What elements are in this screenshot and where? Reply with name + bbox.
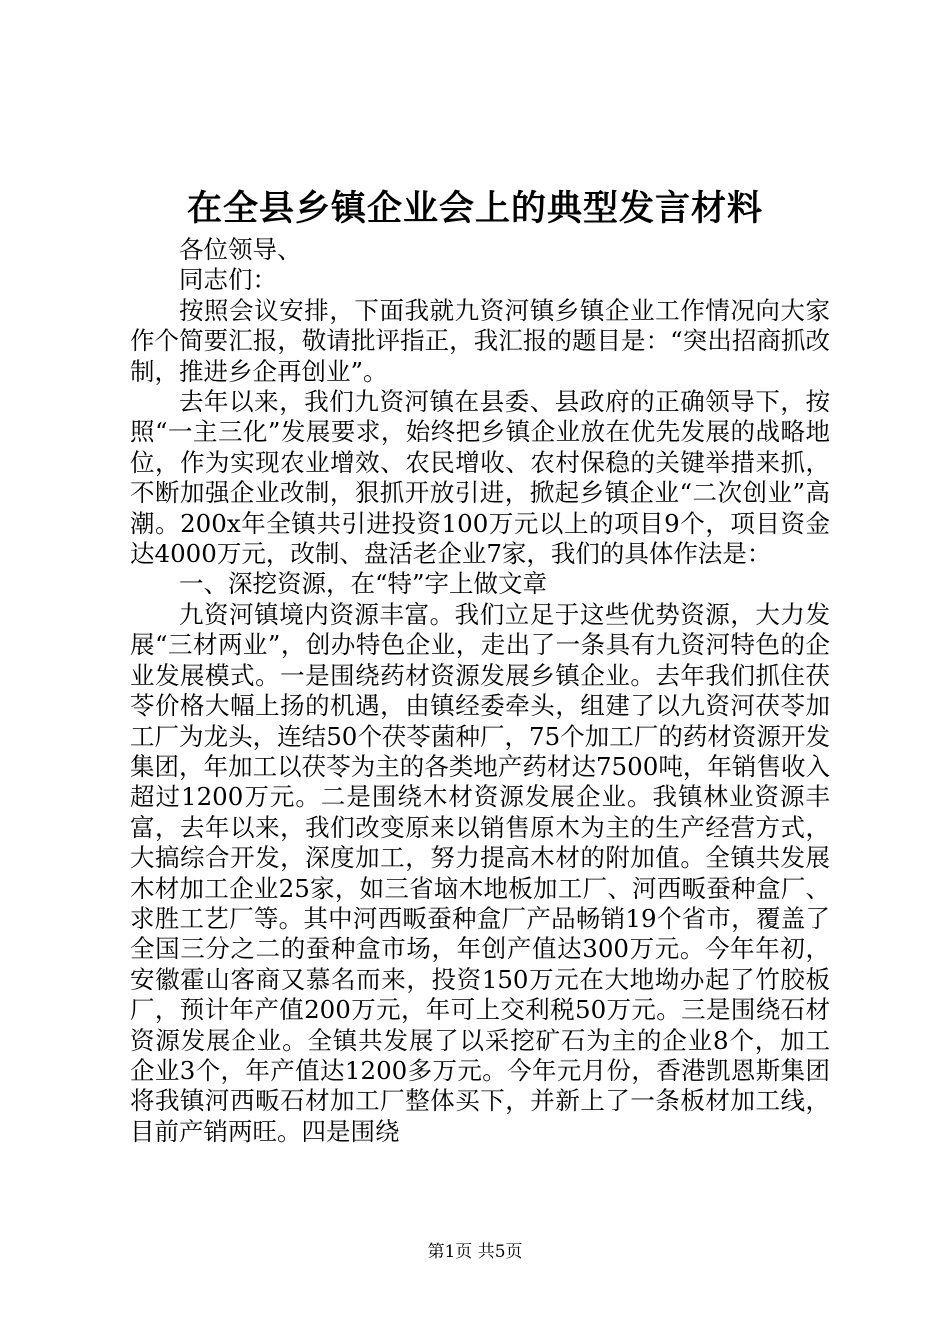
paragraph-intro: 按照会议安排，下面我就九资河镇乡镇企业工作情况向大家作个简要汇报，敬请批评指正，我汇报的题目是：“突出招商抓改制，推进乡企再创业”。	[130, 295, 830, 386]
salutation-comrades: 同志们：	[179, 265, 277, 295]
page-footer: 第1页 共5页	[427, 1242, 523, 1262]
paragraph-resources: 九资河镇境内资源丰富。我们立足于这些优势资源，大力发展“三材两业”，创办特色企业，走出了一条具有九资河特色的企业发展模式。一是围绕药材资源发展乡镇企业。去年我们抓住茯苓价格大幅上扬的机遇，由镇经委牵头，组建了以九资河茯苓加工厂为龙头，连结50个茯苓菌种厂，75个加工厂的药材资源开发集团，年加工以茯苓为主的各类地产药材达7500吨，年销售收入超过1200万元。二是围绕木材资源发展企业。我镇林业资源丰富，去年以来，我们改变原来以销售原木为主的生产经营方式，大搞综合开发，深度加工，努力提高木材的附加值。全镇共发展木材加工企业25家，如三省垴木地板加工厂、河西畈蚕种盒厂、求胜工艺厂等。其中河西畈蚕种盒厂产品畅销19个省市，覆盖了全国三分之二的蚕种盒市场，年创产值达300万元。今年年初，安徽霍山客商又慕名而来，投资150万元在大地坳办起了竹胶板厂，预计年产值200万元，年可上交利税50万元。三是围绕石材资源发展企业。全镇共发展了以采挖矿石为主的企业8个，加工企业3个，年产值达1200多万元。今年元月份，香港凯恩斯集团将我镇河西畈石材加工厂整体买下，并新上了一条板材加工线，目前产销两旺。四是围绕	[130, 599, 830, 1146]
document-title: 在全县乡镇企业会上的典型发言材料	[186, 188, 763, 229]
document-body	[130, 235, 830, 1147]
salutation-leaders: 各位领导、	[179, 235, 302, 264]
section-heading-1: 一、深挖资源，在“特”字上做文章	[179, 569, 548, 599]
paragraph-overview: 去年以来，我们九资河镇在县委、县政府的正确领导下，按照“一主三化”发展要求，始终把乡镇企业放在优先发展的战略地位，作为实现农业增效、农民增收、农村保稳的关键举措来抓，不断加强企业改制，狠抓开放引进，掀起乡镇企业“二次创业”高潮。200x年全镇共引进投资100万元以上的项目9个，项目资金达4000万元，改制、盘活老企业7家，我们的具体作法是：	[130, 387, 830, 569]
